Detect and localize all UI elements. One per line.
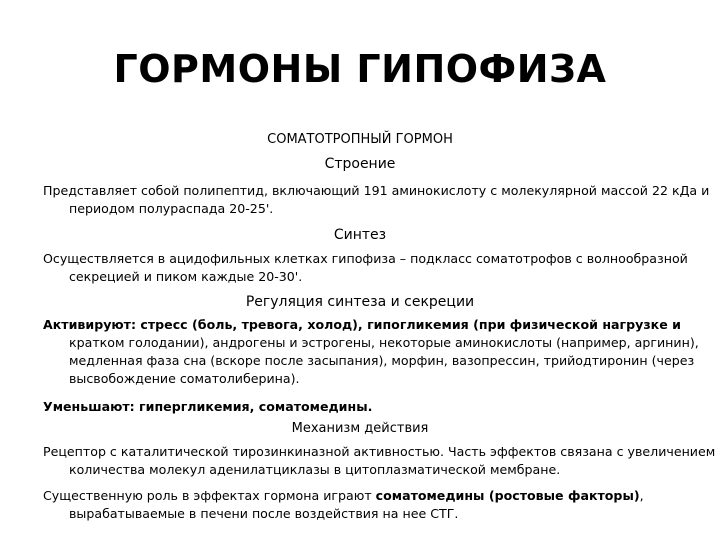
slide-title: ГОРМОНЫ ГИПОФИЗА [113, 47, 607, 91]
regulation-heading: Регуляция синтеза и секреции [245, 294, 475, 310]
reducers-text: Уменьшают: гипергликемия, соматомедины. [43, 399, 373, 414]
hormone-subtitle: СОМАТОТРОПНЫЙ ГОРМОН [267, 132, 453, 147]
structure-paragraph: Представляет собой полипептид, включающий 191 аминокислоту с молекулярной массой 22 кДа и периодом полураспада 20-25'. [43, 183, 710, 216]
activators-text: кратком голодании), андрогены и эстрогены, некоторые аминокислоты (например, аргинин), медленная фаза сна (вскоре после засыпания), морфин, вазопрессин, трийодтиронин (через высвобождение соматолиберина). [69, 335, 699, 386]
structure-heading: Строение [324, 156, 396, 172]
mechanism-heading: Механизм действия [291, 421, 429, 436]
effects-paragraph [43, 487, 720, 523]
effects-bold-term: соматомедины (ростовые факторы) [375, 488, 640, 503]
mechanism-paragraph: Рецептор с каталитической тирозинкиназной активностью. Часть эффектов связана с увеличением количества молекул аденилатциклазы в цитоплазматической мембране. [43, 444, 716, 477]
activators-bold-text: стресс (боль, тревога, холод), гипогликемия (при физической нагрузке и [136, 317, 681, 332]
reducers-paragraph [43, 398, 720, 416]
synthesis-paragraph: Осуществляется в ацидофильных клетках гипофиза – подкласс соматотрофов с волнообразной секрецией и пиком каждые 20-30'. [43, 251, 688, 284]
effects-text-start: Существенную роль в эффектах гормона играют [43, 488, 376, 503]
synthesis-heading: Синтез [333, 227, 387, 243]
effects-text-end: , вырабатываемые в печени после воздействия на нее СТГ. [69, 488, 644, 521]
activators-paragraph [43, 316, 720, 388]
activators-label: Активируют: [43, 317, 137, 332]
